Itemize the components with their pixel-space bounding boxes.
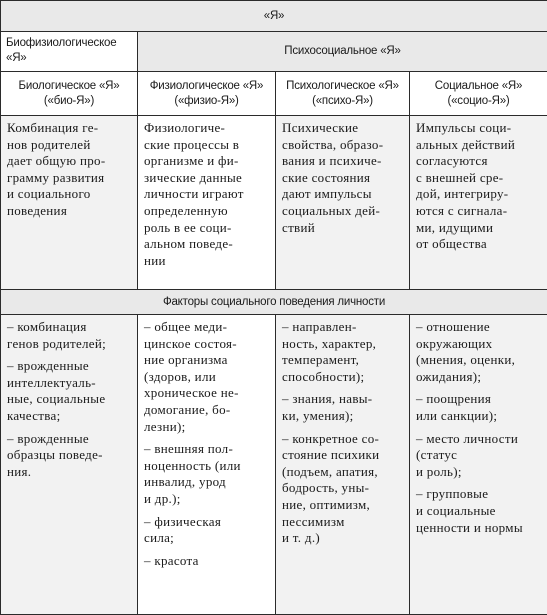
text-line: организме и фи- xyxy=(144,153,239,169)
text-line: Психические xyxy=(282,120,359,135)
text-line: ми, идущими xyxy=(416,219,494,235)
text-line: нов родителей xyxy=(7,136,91,152)
text-line: грамму развития xyxy=(7,169,105,185)
text-line: свойства, образо- xyxy=(282,136,384,152)
text-line: ские процессы в xyxy=(144,136,240,152)
factors-list-socio xyxy=(410,315,547,544)
column-name: Психологическое «Я» xyxy=(286,79,399,92)
list-item: – врожденные интеллектуаль- ные, социальные качества; xyxy=(7,358,106,423)
text-line: зические данные xyxy=(144,169,243,185)
column-name: Социальное «Я» xyxy=(434,79,523,92)
factors-list-bio xyxy=(1,315,137,488)
factors-list-psycho xyxy=(276,315,409,555)
description-bio xyxy=(1,116,137,222)
text-line: согласуются xyxy=(416,153,488,169)
column-header-psycho xyxy=(276,72,410,116)
column-header-bio xyxy=(1,72,138,116)
description-physio xyxy=(138,116,275,271)
list-item: – комбинация генов родителей; xyxy=(7,319,107,351)
column-header-socio xyxy=(410,72,547,116)
text-line: альном поведе- xyxy=(144,236,234,252)
text-line: дой, интегриру- xyxy=(416,186,509,202)
text-line: личности играют xyxy=(144,186,244,202)
list-item: – отношение окружающих (мнения, оценки, ожидания); xyxy=(416,319,516,384)
text-line: Импульсы соци- xyxy=(416,120,512,135)
table-title: «Я» xyxy=(1,1,547,32)
text-line: дают импульсы xyxy=(282,186,372,202)
text-line: роль в ее соци- xyxy=(144,219,232,235)
column-name: Физиологическое «Я» xyxy=(149,79,264,92)
list-item: – внешняя пол- ноценность (или инвалид, урод и др.); xyxy=(144,441,241,506)
list-item: – знания, навы- ки, умения); xyxy=(282,391,373,423)
text-line: Физиологиче- xyxy=(144,120,226,135)
description-socio xyxy=(410,116,547,255)
text-line: с внешней сре- xyxy=(416,169,504,185)
group-header-biophysiological: Биофизиологическое «Я» xyxy=(1,32,138,72)
list-item: – групповые и социальные ценности и нормы xyxy=(416,486,523,535)
list-item: – красота xyxy=(144,552,199,568)
text-line: ские состояния xyxy=(282,169,371,185)
column-abbr: («био-Я») xyxy=(43,94,95,107)
factors-cell-bio xyxy=(1,315,138,615)
description-cell-bio xyxy=(1,116,138,290)
list-item: – физическая сила; xyxy=(144,513,222,546)
factors-list-physio xyxy=(138,315,275,577)
text-line: и социального xyxy=(7,186,91,202)
text-line: определенную xyxy=(144,202,228,218)
text-line: поведения xyxy=(7,202,68,218)
description-cell-socio xyxy=(410,116,547,290)
column-abbr: («психо-Я») xyxy=(312,94,373,107)
description-psycho xyxy=(276,116,409,238)
column-abbr: («социо-Я») xyxy=(447,94,510,107)
column-header-physio xyxy=(138,72,276,116)
factors-cell-socio xyxy=(410,315,547,615)
column-name: Биологическое «Я» xyxy=(18,79,120,92)
text-line: от общества xyxy=(416,236,487,252)
column-abbr: («физио-Я») xyxy=(174,94,239,107)
factors-cell-physio xyxy=(138,315,276,615)
text-line: нии xyxy=(144,252,166,268)
text-line: социальных дей- xyxy=(282,202,381,218)
description-cell-physio xyxy=(138,116,276,290)
text-line: альных действий xyxy=(416,136,516,152)
list-item: – конкретное со- стояние психики (подъем, апатия, бодрость, уны- ние, оптимизм, пессимизм и т. д.) xyxy=(282,430,380,546)
text-line: Комбинация ге- xyxy=(7,120,99,135)
list-item: – врожденные образцы поведе- ния. xyxy=(7,430,103,479)
list-item: – поощрения или санкции); xyxy=(416,391,498,423)
factors-section-title: Факторы социального поведения личности xyxy=(1,290,547,315)
list-item: – место личности (статус и роль); xyxy=(416,430,519,479)
group-header-psychosocial: Психосоциальное «Я» xyxy=(138,32,547,72)
description-cell-psycho xyxy=(276,116,410,290)
text-line: вания и психиче- xyxy=(282,153,382,169)
factors-cell-psycho xyxy=(276,315,410,615)
text-line: ствий xyxy=(282,219,316,235)
text-line: ются с сигнала- xyxy=(416,202,508,218)
list-item: – общее меди- цинское состоя- ние организма (здоров, или хроническое не- домогание, бо- лезни); xyxy=(144,319,239,434)
list-item: – направлен- ность, характер, темперамент, способности); xyxy=(282,319,377,384)
text-line: дает общую про- xyxy=(7,153,106,169)
